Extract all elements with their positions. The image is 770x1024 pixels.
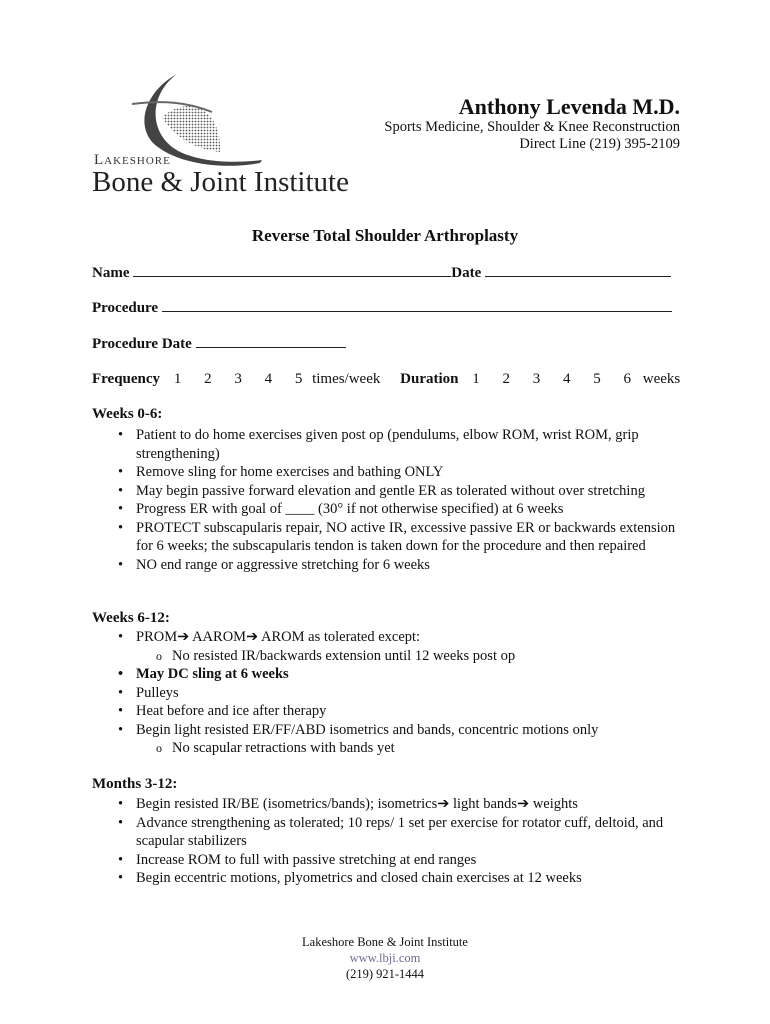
procedure-date-row <box>92 335 346 353</box>
sub-list-item <box>156 739 678 758</box>
list-item: • Begin resisted IR/BE (isometrics/bands); isometrics➔ light bands➔ weights <box>118 795 678 814</box>
logo-blade <box>162 106 220 152</box>
doctor-name: Anthony Levenda M.D. <box>458 94 680 119</box>
frequency-label: Frequency <box>92 371 161 387</box>
date-field[interactable] <box>485 264 671 277</box>
duration-option[interactable]: 1 <box>472 371 480 387</box>
sub-list-item-text: No resisted IR/backwards extension until 12 weeks post op <box>172 647 516 664</box>
duration-option[interactable]: 5 <box>593 371 601 387</box>
list-item: • PROTECT subscapularis repair, NO active IR, excessive passive ER or backwards extension for 6 weeks; the subscapularis tendon is taken down for the procedure and then repaired <box>118 519 678 556</box>
duration-option[interactable]: 4 <box>562 371 571 387</box>
date-label: Date <box>451 265 482 281</box>
logo-text-small: Lakeshore <box>94 152 171 168</box>
duration-label: Duration <box>400 371 459 387</box>
duration-option[interactable]: 3 <box>532 371 541 387</box>
list-item: • NO end range or aggressive stretching for 6 weeks <box>118 556 678 575</box>
frequency-option[interactable]: 5 <box>294 371 303 387</box>
document-title: Reverse Total Shoulder Arthroplasty <box>251 226 519 245</box>
frequency-option[interactable]: 3 <box>234 371 242 387</box>
footer-url-link[interactable]: www.lbji.com <box>349 951 421 965</box>
list-item: • Advance strengthening as tolerated; 10 reps/ 1 set per exercise for rotator cuff, deltoid, and scapular stabilizers <box>118 814 678 851</box>
direct-line: Direct Line (219) 395-2109 <box>519 136 680 152</box>
sub-list-item-text: No scapular retractions with bands yet <box>172 740 395 756</box>
sub-list-item <box>156 647 678 666</box>
name-label: Name <box>92 265 130 281</box>
list-item: • Increase ROM to full with passive stretching at end ranges <box>118 851 678 870</box>
frequency-option[interactable]: 4 <box>264 371 273 387</box>
footer-phone: (219) 921-1444 <box>345 967 425 981</box>
duration-option[interactable]: 6 <box>623 371 631 387</box>
list-item <box>118 721 678 758</box>
weeks-0-6-list <box>118 426 678 574</box>
list-item: • Pulleys <box>118 684 678 703</box>
footer <box>0 934 770 982</box>
list-item: • Heat before and ice after therapy <box>118 702 678 721</box>
doctor-specialty: Sports Medicine, Shoulder & Knee Reconstruction <box>384 119 680 135</box>
name-field[interactable] <box>133 264 451 277</box>
procedure-label: Procedure <box>92 300 159 316</box>
list-item-text: PROM➔ AAROM➔ AROM as tolerated except: <box>136 629 421 645</box>
weeks-6-12-list <box>118 628 678 758</box>
list-item: • May begin passive forward elevation and gentle ER as tolerated without over stretching <box>118 482 678 501</box>
list-item: • Begin eccentric motions, plyometrics and closed chain exercises at 12 weeks <box>118 869 678 888</box>
section-heading-months-3-12: Months 3-12: <box>92 776 178 792</box>
name-date-row <box>92 264 671 282</box>
frequency-option[interactable]: 1 <box>173 371 182 387</box>
section-heading-weeks-0-6: Weeks 0-6: <box>92 406 163 422</box>
duration-unit: weeks <box>642 371 681 387</box>
duration-option[interactable]: 2 <box>502 371 510 387</box>
sub-list <box>136 647 678 666</box>
months-3-12-list <box>118 795 678 888</box>
procedure-date-label: Procedure Date <box>92 336 192 352</box>
section-heading-weeks-6-12: Weeks 6-12: <box>92 610 170 626</box>
frequency-unit: times/week <box>312 371 381 387</box>
list-item: • May DC sling at 6 weeks <box>118 665 678 684</box>
list-item: • Patient to do home exercises given post op (pendulums, elbow ROM, wrist ROM, grip strengthening) <box>118 426 678 463</box>
procedure-field[interactable] <box>162 299 672 312</box>
frequency-duration-row <box>92 371 699 388</box>
list-item: • Remove sling for home exercises and bathing ONLY <box>118 463 678 482</box>
procedure-date-field[interactable] <box>196 335 346 348</box>
frequency-option[interactable]: 2 <box>204 371 212 387</box>
logo-text-large: Bone & Joint Institute <box>92 166 349 198</box>
list-item-text: Begin light resisted ER/FF/ABD isometrics and bands, concentric motions only <box>136 721 599 738</box>
list-item <box>118 628 678 665</box>
sub-list <box>136 739 678 758</box>
procedure-row <box>92 299 672 317</box>
list-item: • Progress ER with goal of ____ (30° if not otherwise specified) at 6 weeks <box>118 500 678 519</box>
footer-org: Lakeshore Bone & Joint Institute <box>302 935 468 949</box>
